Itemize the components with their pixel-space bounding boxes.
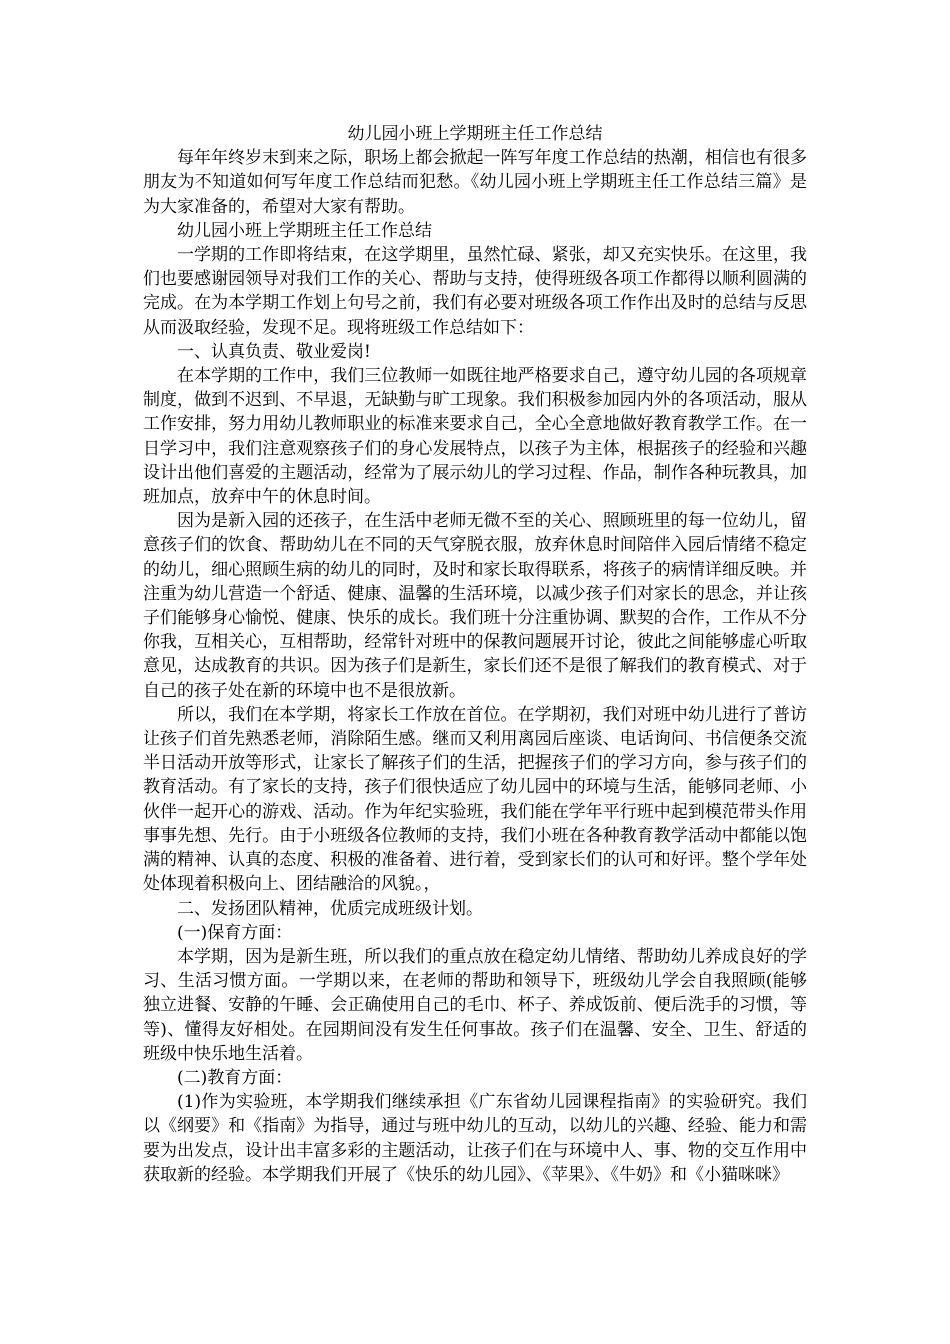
body-paragraph: 一学期的工作即将结束，在这学期里，虽然忙碌、紧张，却又充实快乐。在这里，我们也要感谢园领导对我们工作的关心、帮助与支持，使得班级各项工作都得以顺利圆满的完成。在为本学期工作划上句号之前，我们有必要对班级各项工作作出及时的总结与反思从而汲取经验，发现不足。现将班级工作总结如下：: [143, 245, 807, 338]
body-paragraph: 因为是新入园的还孩子，在生活中老师无微不至的关心、照顾班里的每一位幼儿，留意孩子们的饮食、帮助幼儿在不同的天气穿脱衣服，放弃休息时间陪伴入园后情绪不稳定的幼儿，细心照顾生病的幼儿的同时，及时和家长取得联系，将孩子的病情详细反映。并注重为幼儿营造一个舒适、健康、温馨的生活环境，以减少孩子们对家长的思念，并让孩子们能够身心愉悦、健康、快乐的成长。我们班十分注重协调、默契的合作，工作从不分你我，互相关心，互相帮助，经常针对班中的保教问题展开讨论，彼此之间能够虚心听取意见，达成教育的共识。因为孩子们是新生，家长们还不是很了解我们的教育模式、对于自己的孩子处在新的环境中也不是很放新。: [143, 511, 807, 701]
section-heading: 幼儿园小班上学期班主任工作总结: [177, 220, 432, 241]
subsection-heading: (二)教育方面：: [177, 1067, 293, 1088]
document-title: 幼儿园小班上学期班主任工作总结: [347, 124, 603, 144]
subsection-heading: (一)保育方面：: [177, 922, 293, 943]
document-page: [143, 122, 807, 1187]
body-paragraph: 在本学期的工作中，我们三位教师一如既往地严格要求自己，遵守幼儿园的各项规章制度，做到不迟到、不早退，无缺勤与旷工现象。我们积极参加园内外的各项活动，服从工作安排，努力用幼儿教师职业的标准来要求自己，全心全意地做好教育教学工作。在一日学习中，我们注意观察孩子们的身心发展特点，以孩子为主体，根据孩子的经验和兴趣设计出他们喜爱的主题活动，经常为了展示幼儿的学习过程、作品，制作各种玩教具，加班加点，放弃中午的休息时间。: [143, 366, 807, 508]
section-heading: 一、认真负责、敬业爱岗!: [177, 341, 371, 362]
body-paragraph: 所以，我们在本学期，将家长工作放在首位。在学期初，我们对班中幼儿进行了普访让孩子们首先熟悉老师，消除陌生感。继而又利用离园后座谈、电话询问、书信便条交流半日活动开放等形式，让家长了解孩子们的生活，把握孩子们的学习方向，参与孩子们的教育活动。有了家长的支持，孩子们很快适应了幼儿园中的环境与生活，能够同老师、小伙伴一起开心的游戏、活动。作为年纪实验班，我们能在学年平行班中起到模范带头作用事事先想、先行。由于小班级各位教师的支持，我们小班在各种教育教学活动中都能以饱满的精神、认真的态度、积极的准备着、进行着，受到家长们的认可和好评。整个学年处处体现着积极向上、团结融洽的风貌。，: [143, 704, 807, 895]
body-paragraph: (1)作为实验班，本学期我们继续承担《广东省幼儿园课程指南》的实验研究。我们以《纲要》和《指南》为指导，通过与班中幼儿的互动，以幼儿的兴趣、经验、能力和需要为出发点，设计出丰富多彩的主题活动，让孩子们在与环境中人、事、物的交互作用中获取新的经验。本学期我们开展了《快乐的幼儿园》、《苹果》、《牛奶》和《小猫咪咪》: [143, 1092, 807, 1185]
body-paragraph: 本学期，因为是新生班，所以我们的重点放在稳定幼儿情绪、帮助幼儿养成良好的学习、生活习惯方面。一学期以来，在老师的帮助和领导下，班级幼儿学会自我照顾(能够独立进餐、安静的午睡、会正确使用自己的毛巾、杯子、养成饭前、便后洗手的习惯，等等)、懂得友好相处。在园期间没有发生任何事故。孩子们在温馨、安全、卫生、舒适的班级中快乐地生活着。: [143, 946, 807, 1064]
intro-paragraph: 每年年终岁末到来之际，职场上都会掀起一阵写年度工作总结的热潮，相信也有很多朋友为不知道如何写年度工作总结而犯愁。《幼儿园小班上学期班主任工作总结三篇》是为大家准备的，希望对大家有帮助。: [143, 148, 807, 217]
section-heading: 二、发扬团队精神，优质完成班级计划。: [177, 898, 483, 919]
